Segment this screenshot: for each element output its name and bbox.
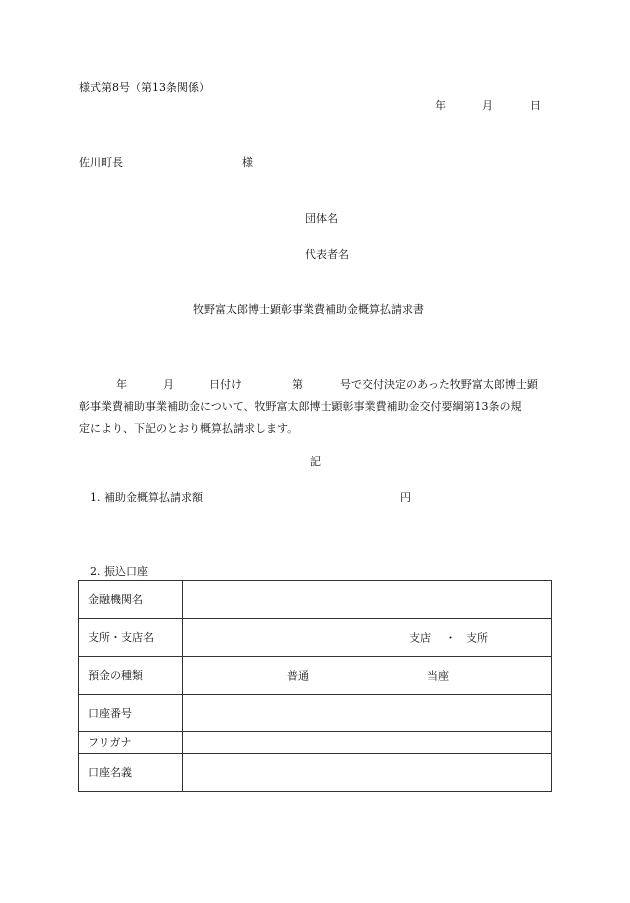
body-line3: 定により、下記のとおり概算払請求します。 xyxy=(79,422,299,435)
addressee-honorific: 様 xyxy=(242,156,253,169)
deposit-option-toza: 当座 xyxy=(427,669,449,682)
financial-institution-value xyxy=(183,581,552,619)
item1-label: 1. 補助金概算払請求額 xyxy=(90,491,203,504)
furigana-label: フリガナ xyxy=(79,732,183,754)
deposit-type-value xyxy=(183,657,552,695)
item2-label: 2. 振込口座 xyxy=(90,565,148,578)
body-line1-number-prefix: 第 xyxy=(292,378,303,391)
date-day: 日 xyxy=(530,99,541,112)
date-year: 年 xyxy=(435,99,446,112)
furigana-value xyxy=(183,732,552,754)
deposit-type-label: 預金の種類 xyxy=(79,657,183,695)
branch-option-shisho: 支所 xyxy=(466,631,488,644)
body-line2: 彰事業費補助事業補助金について、牧野富太郎博士顕彰事業費補助金交付要綱第13条の規 xyxy=(79,400,522,413)
addressee-name: 佐川町長 xyxy=(79,156,123,169)
account-number-value xyxy=(183,695,552,732)
branch-value xyxy=(183,619,552,657)
body-line1-rest: 号で交付決定のあった牧野富太郎博士顕 xyxy=(340,378,538,391)
row-branch xyxy=(79,619,552,657)
bank-account-table xyxy=(78,580,552,792)
item1-unit: 円 xyxy=(400,491,411,504)
body-line1-year: 年 xyxy=(116,378,127,391)
account-number-label: 口座番号 xyxy=(79,695,183,732)
account-name-label: 口座名義 xyxy=(79,754,183,792)
row-account-name xyxy=(79,754,552,792)
account-name-value xyxy=(183,754,552,792)
branch-separator: ・ xyxy=(445,631,456,644)
body-line1-month: 月 xyxy=(163,378,174,391)
document-title: 牧野富太郎博士顕彰事業費補助金概算払請求書 xyxy=(193,303,424,316)
representative-label: 代表者名 xyxy=(305,248,349,261)
row-deposit-type xyxy=(79,657,552,695)
form-number: 様式第8号（第13条関係） xyxy=(79,81,210,94)
ki-heading: 記 xyxy=(310,455,321,468)
branch-label: 支所・支店名 xyxy=(79,619,183,657)
row-account-number xyxy=(79,695,552,732)
financial-institution-label: 金融機関名 xyxy=(79,581,183,619)
org-name-label: 団体名 xyxy=(305,212,338,225)
body-line1-day: 日付け xyxy=(209,378,242,391)
row-financial-institution xyxy=(79,581,552,619)
date-month: 月 xyxy=(482,99,493,112)
deposit-option-futsu: 普通 xyxy=(287,669,309,682)
branch-option-shiten: 支店 xyxy=(409,631,431,644)
row-furigana xyxy=(79,732,552,754)
